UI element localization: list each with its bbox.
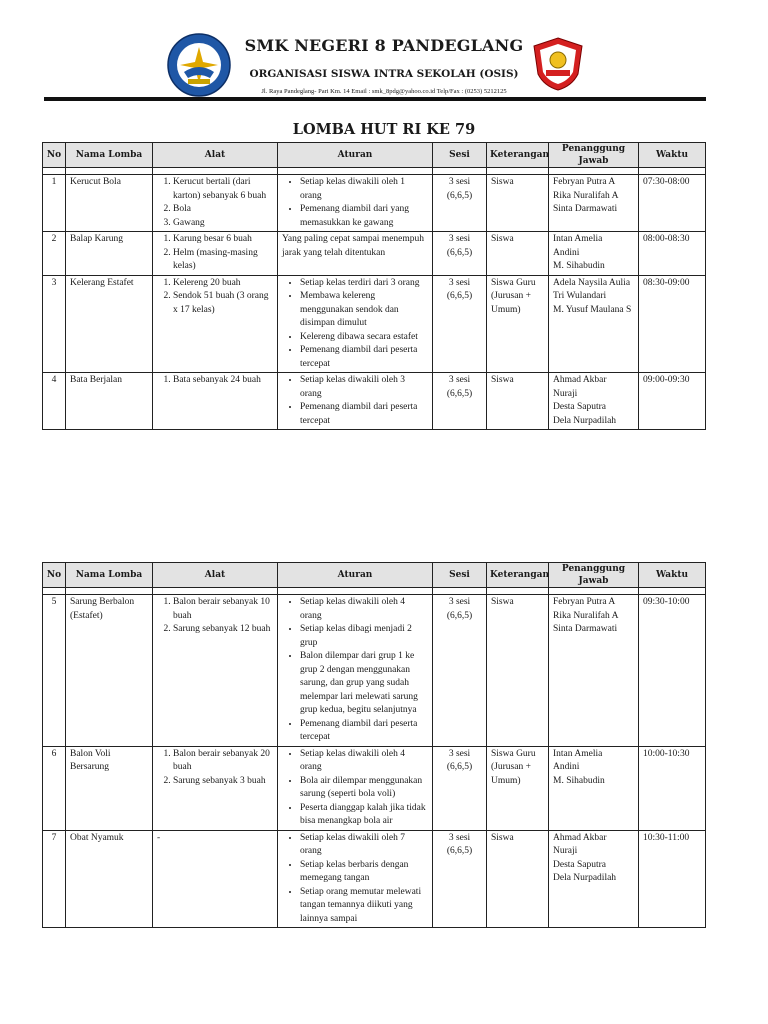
pj-name: M. Sihabudin <box>553 775 605 786</box>
aturan-text: Yang paling cepat sampai menempuh jarak yang telah ditentukan <box>282 234 425 258</box>
osis-logo-icon <box>532 36 584 92</box>
pj-name: Rika Nuralifah A <box>553 190 619 201</box>
cell-keterangan: Siswa <box>487 373 549 430</box>
pj-name: Sinta Darmawati <box>553 204 618 214</box>
pj-name: Andini <box>553 762 580 772</box>
cell-sesi: 3 sesi (6,6,5) <box>433 275 487 373</box>
aturan-list <box>282 748 428 829</box>
alat-item: 3. Gawang <box>173 217 273 231</box>
col-header: Keterangan <box>487 563 549 588</box>
school-name: SMK NEGERI 8 PANDEGLANG <box>244 36 524 55</box>
col-header: Nama Lomba <box>66 143 153 168</box>
col-header: No <box>43 563 66 588</box>
aturan-list <box>282 176 428 230</box>
aturan-item: • Setiap kelas terdiri dari 3 orang <box>300 277 428 291</box>
pj-name: Febryan Putra A <box>553 177 616 187</box>
table-row <box>43 746 706 830</box>
cell-no: 1 <box>43 175 66 232</box>
aturan-item: • Balon dilempar dari grup 1 ke grup 2 dengan menggunakan sarung, dan grup yang sudah melempar lari melewati sarung grup kedua, begitu selanjutnya <box>300 650 428 718</box>
aturan-list <box>282 277 428 372</box>
aturan-item: • Setiap kelas diwakili oleh 4 orang <box>300 748 428 775</box>
cell-penanggung-jawab <box>549 830 639 928</box>
table-row <box>43 275 706 373</box>
pj-name: Febryan Putra A <box>553 597 616 607</box>
alat-item: 1. Bata sebanyak 24 buah <box>173 374 273 388</box>
cell-keterangan: Siswa <box>487 232 549 276</box>
table-row <box>43 232 706 276</box>
col-header: Nama Lomba <box>66 563 153 588</box>
col-header: Alat <box>153 563 278 588</box>
cell-penanggung-jawab <box>549 175 639 232</box>
pj-name: Nuraji <box>553 388 578 399</box>
cell-aturan <box>278 595 433 747</box>
col-header: Sesi <box>433 563 487 588</box>
aturan-list <box>282 596 428 745</box>
aturan-item: • Pemenang diambil dari peserta tercepat <box>300 401 428 428</box>
table-header-row <box>43 143 706 168</box>
col-header: Waktu <box>639 143 706 168</box>
pj-name: Ahmad Akbar <box>553 375 607 385</box>
aturan-item: • Setiap kelas berbaris dengan memegang tangan <box>300 859 428 886</box>
cell-waktu: 08:30-09:00 <box>639 275 706 373</box>
alat-list <box>157 374 273 388</box>
alat-list <box>157 176 273 230</box>
alat-item: 2. Helm (masing-masing kelas) <box>173 247 273 274</box>
col-header: Sesi <box>433 143 487 168</box>
table-row <box>43 830 706 928</box>
pj-name: Rika Nuralifah A <box>553 610 619 621</box>
cell-waktu: 10:30-11:00 <box>639 830 706 928</box>
cell-aturan <box>278 275 433 373</box>
cell-penanggung-jawab <box>549 232 639 276</box>
pj-name: Desta Saputra <box>553 859 607 870</box>
cell-sesi: 3 sesi (6,6,5) <box>433 595 487 747</box>
aturan-item: • Pemenang diambil dari yang memasukkan ke gawang <box>300 203 428 230</box>
table-row <box>43 595 706 747</box>
competition-table-2 <box>42 562 706 928</box>
cell-no: 2 <box>43 232 66 276</box>
pj-name: M. Sihabudin <box>553 261 605 271</box>
letterhead <box>0 0 768 100</box>
aturan-item: • Setiap orang memutar melewati tangan temannya diikuti yang lainnya sampai <box>300 886 428 927</box>
aturan-item: • Membawa kelereng menggunakan sendok dan disimpan dimulut <box>300 290 428 331</box>
cell-sesi: 3 sesi (6,6,5) <box>433 232 487 276</box>
cell-nama-lomba: Balon Voli Bersarung <box>66 746 153 830</box>
cell-waktu: 09:30-10:00 <box>639 595 706 747</box>
aturan-item: • Setiap kelas diwakili oleh 7 orang <box>300 832 428 859</box>
cell-waktu: 09:00-09:30 <box>639 373 706 430</box>
alat-text: - <box>157 832 161 843</box>
cell-aturan <box>278 830 433 928</box>
table-row <box>43 175 706 232</box>
pj-name: Intan Amelia <box>553 234 603 244</box>
document-title: LOMBA HUT RI KE 79 <box>292 121 476 138</box>
competition-table-1 <box>42 142 706 430</box>
cell-keterangan: Siswa Guru (Jurusan + Umum) <box>487 275 549 373</box>
cell-aturan <box>278 746 433 830</box>
cell-alat <box>153 275 278 373</box>
pj-name: Nuraji <box>553 846 578 856</box>
aturan-item: • Pemenang diambil dari peserta tercepat <box>300 344 428 371</box>
cell-aturan <box>278 373 433 430</box>
header-divider <box>44 97 706 101</box>
col-header: Penanggung Jawab <box>549 563 639 588</box>
aturan-item: • Peserta dianggap kalah jika tidak bisa menangkap bola air <box>300 802 428 829</box>
alat-item: 2. Sarung sebanyak 12 buah <box>173 623 273 637</box>
pj-name: Intan Amelia <box>553 748 603 759</box>
cell-alat <box>153 232 278 276</box>
cell-no: 3 <box>43 275 66 373</box>
alat-item: 1. Karung besar 6 buah <box>173 233 273 247</box>
aturan-list <box>282 832 428 927</box>
cell-alat <box>153 595 278 747</box>
cell-penanggung-jawab <box>549 275 639 373</box>
cell-penanggung-jawab <box>549 373 639 430</box>
pj-name: Dela Nurpadilah <box>553 415 617 426</box>
pj-name: Dela Nurpadilah <box>553 873 617 883</box>
pj-name: Desta Saputra <box>553 402 607 412</box>
alat-list <box>157 277 273 318</box>
cell-alat <box>153 373 278 430</box>
col-header: Alat <box>153 143 278 168</box>
aturan-list <box>282 374 428 428</box>
cell-waktu: 07:30-08:00 <box>639 175 706 232</box>
alat-item: 1. Kelereng 20 buah <box>173 277 273 291</box>
alat-item: 1. Kerucut bertali (dari karton) sebanyak 6 buah <box>173 176 273 203</box>
cell-keterangan: Siswa <box>487 175 549 232</box>
pj-name: Andini <box>553 247 580 258</box>
alat-item: 2. Bola <box>173 203 273 217</box>
cell-waktu: 10:00-10:30 <box>639 746 706 830</box>
cell-no: 4 <box>43 373 66 430</box>
alat-list <box>157 748 273 789</box>
organization-name: ORGANISASI SISWA INTRA SEKOLAH (OSIS) <box>249 68 519 80</box>
cell-nama-lomba: Sarung Berbalon (Estafet) <box>66 595 153 747</box>
cell-sesi: 3 sesi (6,6,5) <box>433 746 487 830</box>
aturan-item: • Setiap kelas dibagi menjadi 2 grup <box>300 623 428 650</box>
alat-item: 2. Sendok 51 buah (3 orang x 17 kelas) <box>173 290 273 317</box>
cell-penanggung-jawab <box>549 746 639 830</box>
table-header-row <box>43 563 706 588</box>
col-header: Penanggung Jawab <box>549 143 639 168</box>
cell-alat <box>153 746 278 830</box>
cell-nama-lomba: Kelerang Estafet <box>66 275 153 373</box>
cell-keterangan: Siswa Guru (Jurusan + Umum) <box>487 746 549 830</box>
pj-name: Tri Wulandari <box>553 291 607 301</box>
table-row <box>43 373 706 430</box>
alat-item: 1. Balon berair sebanyak 20 buah <box>173 748 273 775</box>
aturan-item: • Setiap kelas diwakili oleh 4 orang <box>300 596 428 623</box>
pj-name: Ahmad Akbar <box>553 832 607 843</box>
alat-list <box>157 233 273 274</box>
aturan-item: • Pemenang diambil dari peserta tercepat <box>300 718 428 745</box>
pj-name: Sinta Darmawati <box>553 624 618 634</box>
aturan-item: • Setiap kelas diwakili oleh 3 orang <box>300 374 428 401</box>
cell-aturan <box>278 175 433 232</box>
cell-no: 7 <box>43 830 66 928</box>
cell-no: 5 <box>43 595 66 747</box>
col-header: Aturan <box>278 563 433 588</box>
aturan-item: • Setiap kelas diwakili oleh 1 orang <box>300 176 428 203</box>
alat-list <box>157 596 273 637</box>
col-header: Aturan <box>278 143 433 168</box>
pj-name: M. Yusuf Maulana S <box>553 304 632 315</box>
cell-aturan <box>278 232 433 276</box>
alat-item: 1. Balon berair sebanyak 10 buah <box>173 596 273 623</box>
school-address: Jl. Raya Pandeglang- Pari Km. 14 Email : smk_8pdg@yahoo.co.id Telp/Fax : (0253) 5212125 <box>261 88 507 95</box>
cell-sesi: 3 sesi (6,6,5) <box>433 830 487 928</box>
cell-nama-lomba: Kerucut Bola <box>66 175 153 232</box>
col-header: No <box>43 143 66 168</box>
col-header: Waktu <box>639 563 706 588</box>
cell-no: 6 <box>43 746 66 830</box>
cell-penanggung-jawab <box>549 595 639 747</box>
alat-item: 2. Sarung sebanyak 3 buah <box>173 775 273 789</box>
cell-alat <box>153 830 278 928</box>
cell-waktu: 08:00-08:30 <box>639 232 706 276</box>
cell-keterangan: Siswa <box>487 830 549 928</box>
aturan-item: • Bola air dilempar menggunakan sarung (seperti bola voli) <box>300 775 428 802</box>
cell-keterangan: Siswa <box>487 595 549 747</box>
pj-name: Adela Naysila Aulia <box>553 277 631 288</box>
cell-sesi: 3 sesi (6,6,5) <box>433 373 487 430</box>
cell-sesi: 3 sesi (6,6,5) <box>433 175 487 232</box>
cell-alat <box>153 175 278 232</box>
aturan-item: • Kelereng dibawa secara estafet <box>300 331 428 345</box>
col-header: Keterangan <box>487 143 549 168</box>
cell-nama-lomba: Obat Nyamuk <box>66 830 153 928</box>
cell-nama-lomba: Balap Karung <box>66 232 153 276</box>
cell-nama-lomba: Bata Berjalan <box>66 373 153 430</box>
